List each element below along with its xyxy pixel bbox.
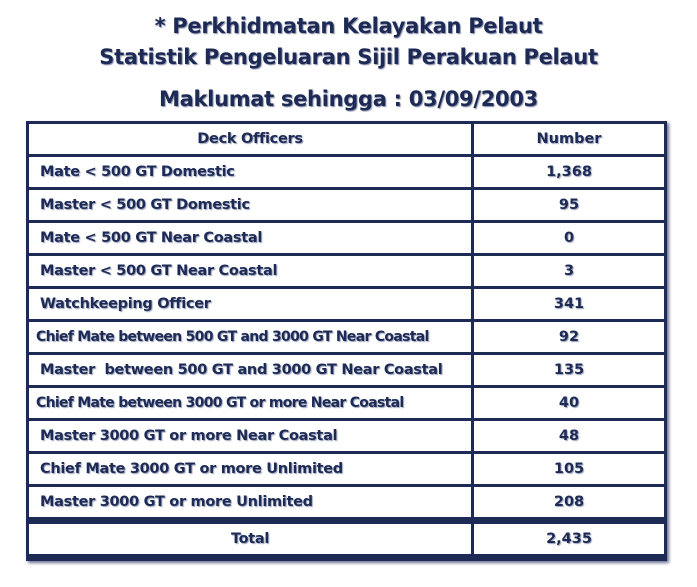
row-number: 135 [474, 355, 664, 385]
table-header-row [29, 124, 664, 154]
row-number: 341 [474, 289, 664, 319]
row-category: Master 3000 GT or more Near Coastal [29, 421, 471, 451]
table-row [29, 157, 664, 187]
row-category: Mate < 500 GT Near Coastal [29, 223, 471, 253]
date-caption: Maklumat sehingga : 03/09/2003 [159, 87, 538, 111]
row-number: 48 [474, 421, 664, 451]
table-row [29, 289, 664, 319]
table-row [29, 388, 664, 418]
total-number: 2,435 [474, 524, 664, 554]
page-title: * Perkhidmatan Kelayakan Pelaut [154, 14, 543, 38]
total-label: Total [29, 524, 471, 554]
table-row [29, 454, 664, 484]
table-row [29, 223, 664, 253]
row-category: Master < 500 GT Near Coastal [29, 256, 471, 286]
statistics-table [26, 121, 667, 561]
row-number: 40 [474, 388, 664, 418]
row-category: Master 3000 GT or more Unlimited [29, 487, 471, 517]
row-category: Chief Mate between 3000 GT or more Near Coastal [29, 388, 471, 418]
row-number: 0 [474, 223, 664, 253]
row-number: 95 [474, 190, 664, 220]
table-row [29, 355, 664, 385]
table-row [29, 421, 664, 451]
row-category: Master between 500 GT and 3000 GT Near Coastal [29, 355, 471, 385]
table-row [29, 322, 664, 352]
row-category: Mate < 500 GT Domestic [29, 157, 471, 187]
table-row [29, 190, 664, 220]
row-number: 92 [474, 322, 664, 352]
row-category: Watchkeeping Officer [29, 289, 471, 319]
row-category: Chief Mate 3000 GT or more Unlimited [29, 454, 471, 484]
row-number: 105 [474, 454, 664, 484]
row-number: 1,368 [474, 157, 664, 187]
row-number: 208 [474, 487, 664, 517]
table-total-row [29, 524, 664, 554]
table-row [29, 487, 664, 517]
header-deck-officers: Deck Officers [29, 124, 471, 154]
row-number: 3 [474, 256, 664, 286]
table-row [29, 256, 664, 286]
row-category: Master < 500 GT Domestic [29, 190, 471, 220]
page-subtitle: Statistik Pengeluaran Sijil Perakuan Pelaut [99, 45, 598, 69]
row-category: Chief Mate between 500 GT and 3000 GT Near Coastal [29, 322, 471, 352]
header-number: Number [474, 124, 664, 154]
